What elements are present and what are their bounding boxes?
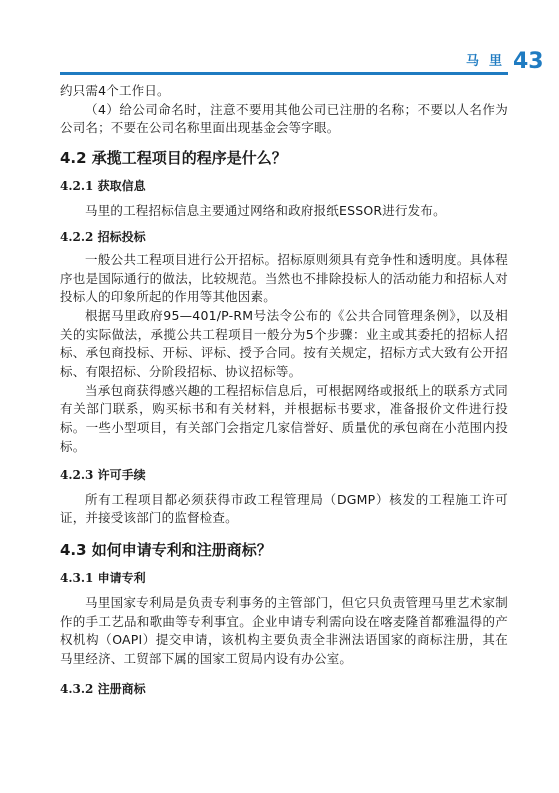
subsection-heading-4-2-1: 4.2.1 获取信息	[60, 179, 146, 194]
paragraph-4-2-2-c: 当承包商获得感兴趣的工程招标信息后，可根据网络或报纸上的联系方式同有关部门联系，购买标书和有关材料，并根据标书要求，准备报价文件进行投标。一些小型项目，有关部门会指定几家信誉好、质量优的承包商在小范围内投标。	[60, 382, 508, 454]
page-number: 43	[513, 49, 544, 74]
paragraph-4-2-3: 所有工程项目都必须获得市政工程管理局（DGMP）核发的工程施工许可证，并接受该部门的监督检查。	[60, 491, 508, 526]
section-heading-4-2: 4.2 承揽工程项目的程序是什么？	[60, 149, 287, 168]
paragraph-4-2-2-a: 一般公共工程项目进行公开招标。招标原则须具有竞争性和透明度。具体程序也是国际通行的做法，比较规范。当然也不排除投标人的活动能力和招标人对投标人的印象所起的作用等其他因素。	[60, 251, 508, 305]
header-rule	[60, 72, 508, 75]
subsection-heading-4-3-1: 4.3.1 申请专利	[60, 570, 146, 585]
paragraph-4-3-1: 马里国家专利局是负责专利事务的主管部门，但它只负责管理马里艺术家制作的手工艺品和歌曲等专利事宜。企业申请专利需向设在喀麦隆首都雅温得的产权机构（OAPI）提交申请，该机构主要负责全非洲法语国家的商标注册，其在马里经济、工贸部下属的国家工贸局内设有办公室。	[60, 594, 508, 667]
page-body	[60, 82, 508, 697]
subsection-heading-4-2-2: 4.2.2 招标投标	[60, 229, 146, 244]
running-header-title: 马里	[466, 54, 513, 69]
subsection-heading-4-3-2: 4.3.2 注册商标	[60, 681, 146, 696]
subsection-heading-4-2-3: 4.2.3 许可手续	[60, 467, 146, 482]
section-heading-4-3: 4.3 如何申请专利和注册商标？	[60, 540, 272, 559]
paragraph-4-2-1: 马里的工程招标信息主要通过网络和政府报纸ESSOR进行发布。	[85, 203, 446, 219]
paragraph-company-naming: （4）给公司命名时，注意不要用其他公司已注册的名称；不要以人名作为公司名；不要在公司名称里面出现基金会等字眼。	[60, 101, 508, 136]
paragraph-4-2-2-b: 根据马里政府95—401/P-RM号法令公布的《公共合同管理条例》，以及相关的实际做法，承揽公共工程项目一般分为5个步骤：业主或其委托的招标人招标、承包商投标、开标、评标、授予合同。按有关规定，招标方式大致有公开招标、有限招标、分阶段招标、协议招标等。	[60, 307, 508, 380]
paragraph-intro-continuation: 约只需4个工作日。	[60, 83, 170, 98]
